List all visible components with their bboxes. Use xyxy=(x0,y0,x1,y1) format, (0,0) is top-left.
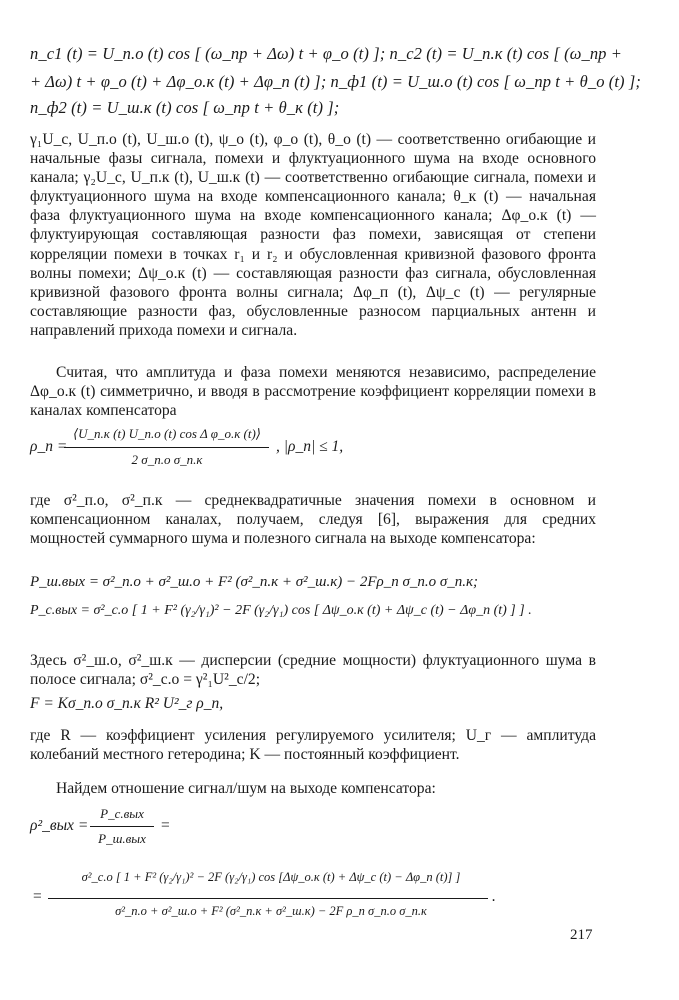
paragraph-power-intro-text: где σ²_п.о, σ²_п.к — среднеквадратичные значения помехи в основном и компенсационном каналах, получаем, следуя [6], выражения для средних мощностей суммарного шума и полезного сигнала на выходе компенсатора: xyxy=(30,492,596,548)
fraction-bar xyxy=(48,898,488,899)
paragraph-definitions xyxy=(30,130,596,340)
paragraph-variance-text: Здесь σ²_ш.о, σ²_ш.к — дисперсии (средние мощности) флуктуационного шума в полосе сигнала; σ²_с.о = γ²₁U²_с/2; xyxy=(30,652,596,689)
formula-snr-lhs: ρ²_вых = xyxy=(30,817,89,834)
formula-signal-power: P_с.вых = σ²_с.о [ 1 + F² (γ₂/γ₁)² − 2F (γ₂/γ₁) cos [ Δψ_о.к (t) + Δψ_с (t) − Δφ_п (t) ] ] . xyxy=(30,603,532,618)
formula-snr-equals: = xyxy=(160,817,171,834)
formula-snr-big-tail: . xyxy=(492,888,496,905)
paragraph-definitions-text: γ₁U_с, U_п.о (t), U_ш.о (t), ψ_о (t), φ_о (t), θ_о (t) — соответственно огибающие и начальные фазы сигнала, помехи и флуктуационного шума на входе основного канала; γ₂U_с, U_п.к (t), U_ш.к (t) — соответственно огибающие сигнала, помехи и флуктуационного шума на входе компенсационного канала; θ_к (t) — начальная фаза флуктуационного шума на входе компенсационного канала; Δφ_о.к (t) — флуктуирующая составляющая разности фаз помехи, зависящая от степени корреляции помехи в точках r₁ и r₂ и обусловленная кривизной фазового фронта волны помехи; Δψ_о.к (t) — составляющая разности фаз сигнала, обусловленная кривизной фазового фронта волны сигнала; Δφ_п (t), Δψ_с (t) — регулярные составляющие разности фаз, обусловленные разносом парциальных антенн и направлений прихода помехи и сигнала. xyxy=(30,131,596,339)
formula-correlation-condition: , |ρ_п| ≤ 1, xyxy=(276,438,344,455)
formula-snr-big-numerator: σ²_с.о [ 1 + F² (γ₂/γ₁)² − 2F (γ₂/γ₁) cos [Δψ_о.к (t) + Δψ_с (t) − Δφ_п (t)] ] xyxy=(81,870,461,884)
formula-snr-big-prefix: = xyxy=(32,888,43,905)
formula-snr-numerator: P_с.вых xyxy=(100,806,144,821)
equation-noise-components-line3: n_ф2 (t) = U_ш.к (t) cos [ ω_пр t + θ_к (t) ]; xyxy=(30,98,340,117)
paragraph-assumptions-text: Считая, что амплитуда и фаза помехи меняются независимо, распределение Δφ_о.к (t) симметрично, и вводя в рассмотрение коэффициент корреляции помехи в каналах компенсатора xyxy=(30,364,596,420)
formula-correlation-numerator: ⟨U_п.к (t) U_п.о (t) cos Δ φ_о.к (t)⟩ xyxy=(73,426,261,441)
paragraph-power-intro xyxy=(30,491,596,548)
equation-noise-components-line1: n_c1 (t) = U_п.о (t) cos [ (ω_пр + Δω) t + φ_о (t) ]; n_c2 (t) = U_п.к (t) cos [ (ω_пр + xyxy=(30,44,622,63)
paragraph-gain-text: где R — коэффициент усиления регулируемого усилителя; U_г — амплитуда колебаний местного гетеродина; K — постоянный коэффициент. xyxy=(30,727,596,764)
paragraph-snr-intro xyxy=(30,779,596,798)
paragraph-variance xyxy=(30,651,596,689)
formula-snr-big-denominator: σ²_п.о + σ²_ш.о + F² (σ²_п.к + σ²_ш.к) − 2F ρ_п σ_п.о σ_п.к xyxy=(115,904,427,918)
fraction-bar xyxy=(90,826,154,827)
formula-snr-denominator: P_ш.вых xyxy=(98,831,146,846)
fraction-bar xyxy=(64,447,269,448)
page-number: 217 xyxy=(570,927,593,943)
formula-noise-power: P_ш.вых = σ²_п.о + σ²_ш.о + F² (σ²_п.к + σ²_ш.к) − 2Fρ_п σ_п.о σ_п.к; xyxy=(30,574,479,590)
paragraph-gain xyxy=(30,726,596,764)
formula-correlation-lhs: ρ_п = xyxy=(30,438,68,455)
paragraph-assumptions xyxy=(30,363,596,420)
formula-f-coefficient: F = Kσ_п.о σ_п.к R² U²_г ρ_п, xyxy=(30,695,224,712)
paragraph-snr-intro-text: Найдем отношение сигнал/шум на выходе компенсатора: xyxy=(56,780,436,797)
formula-correlation-denominator: 2 σ_п.о σ_п.к xyxy=(131,452,203,467)
equation-noise-components-line2: + Δω) t + φ_о (t) + Δφ_о.к (t) + Δφ_п (t) ]; n_ф1 (t) = U_ш.о (t) cos [ ω_пр t + θ_о (t) ]; xyxy=(30,72,641,91)
